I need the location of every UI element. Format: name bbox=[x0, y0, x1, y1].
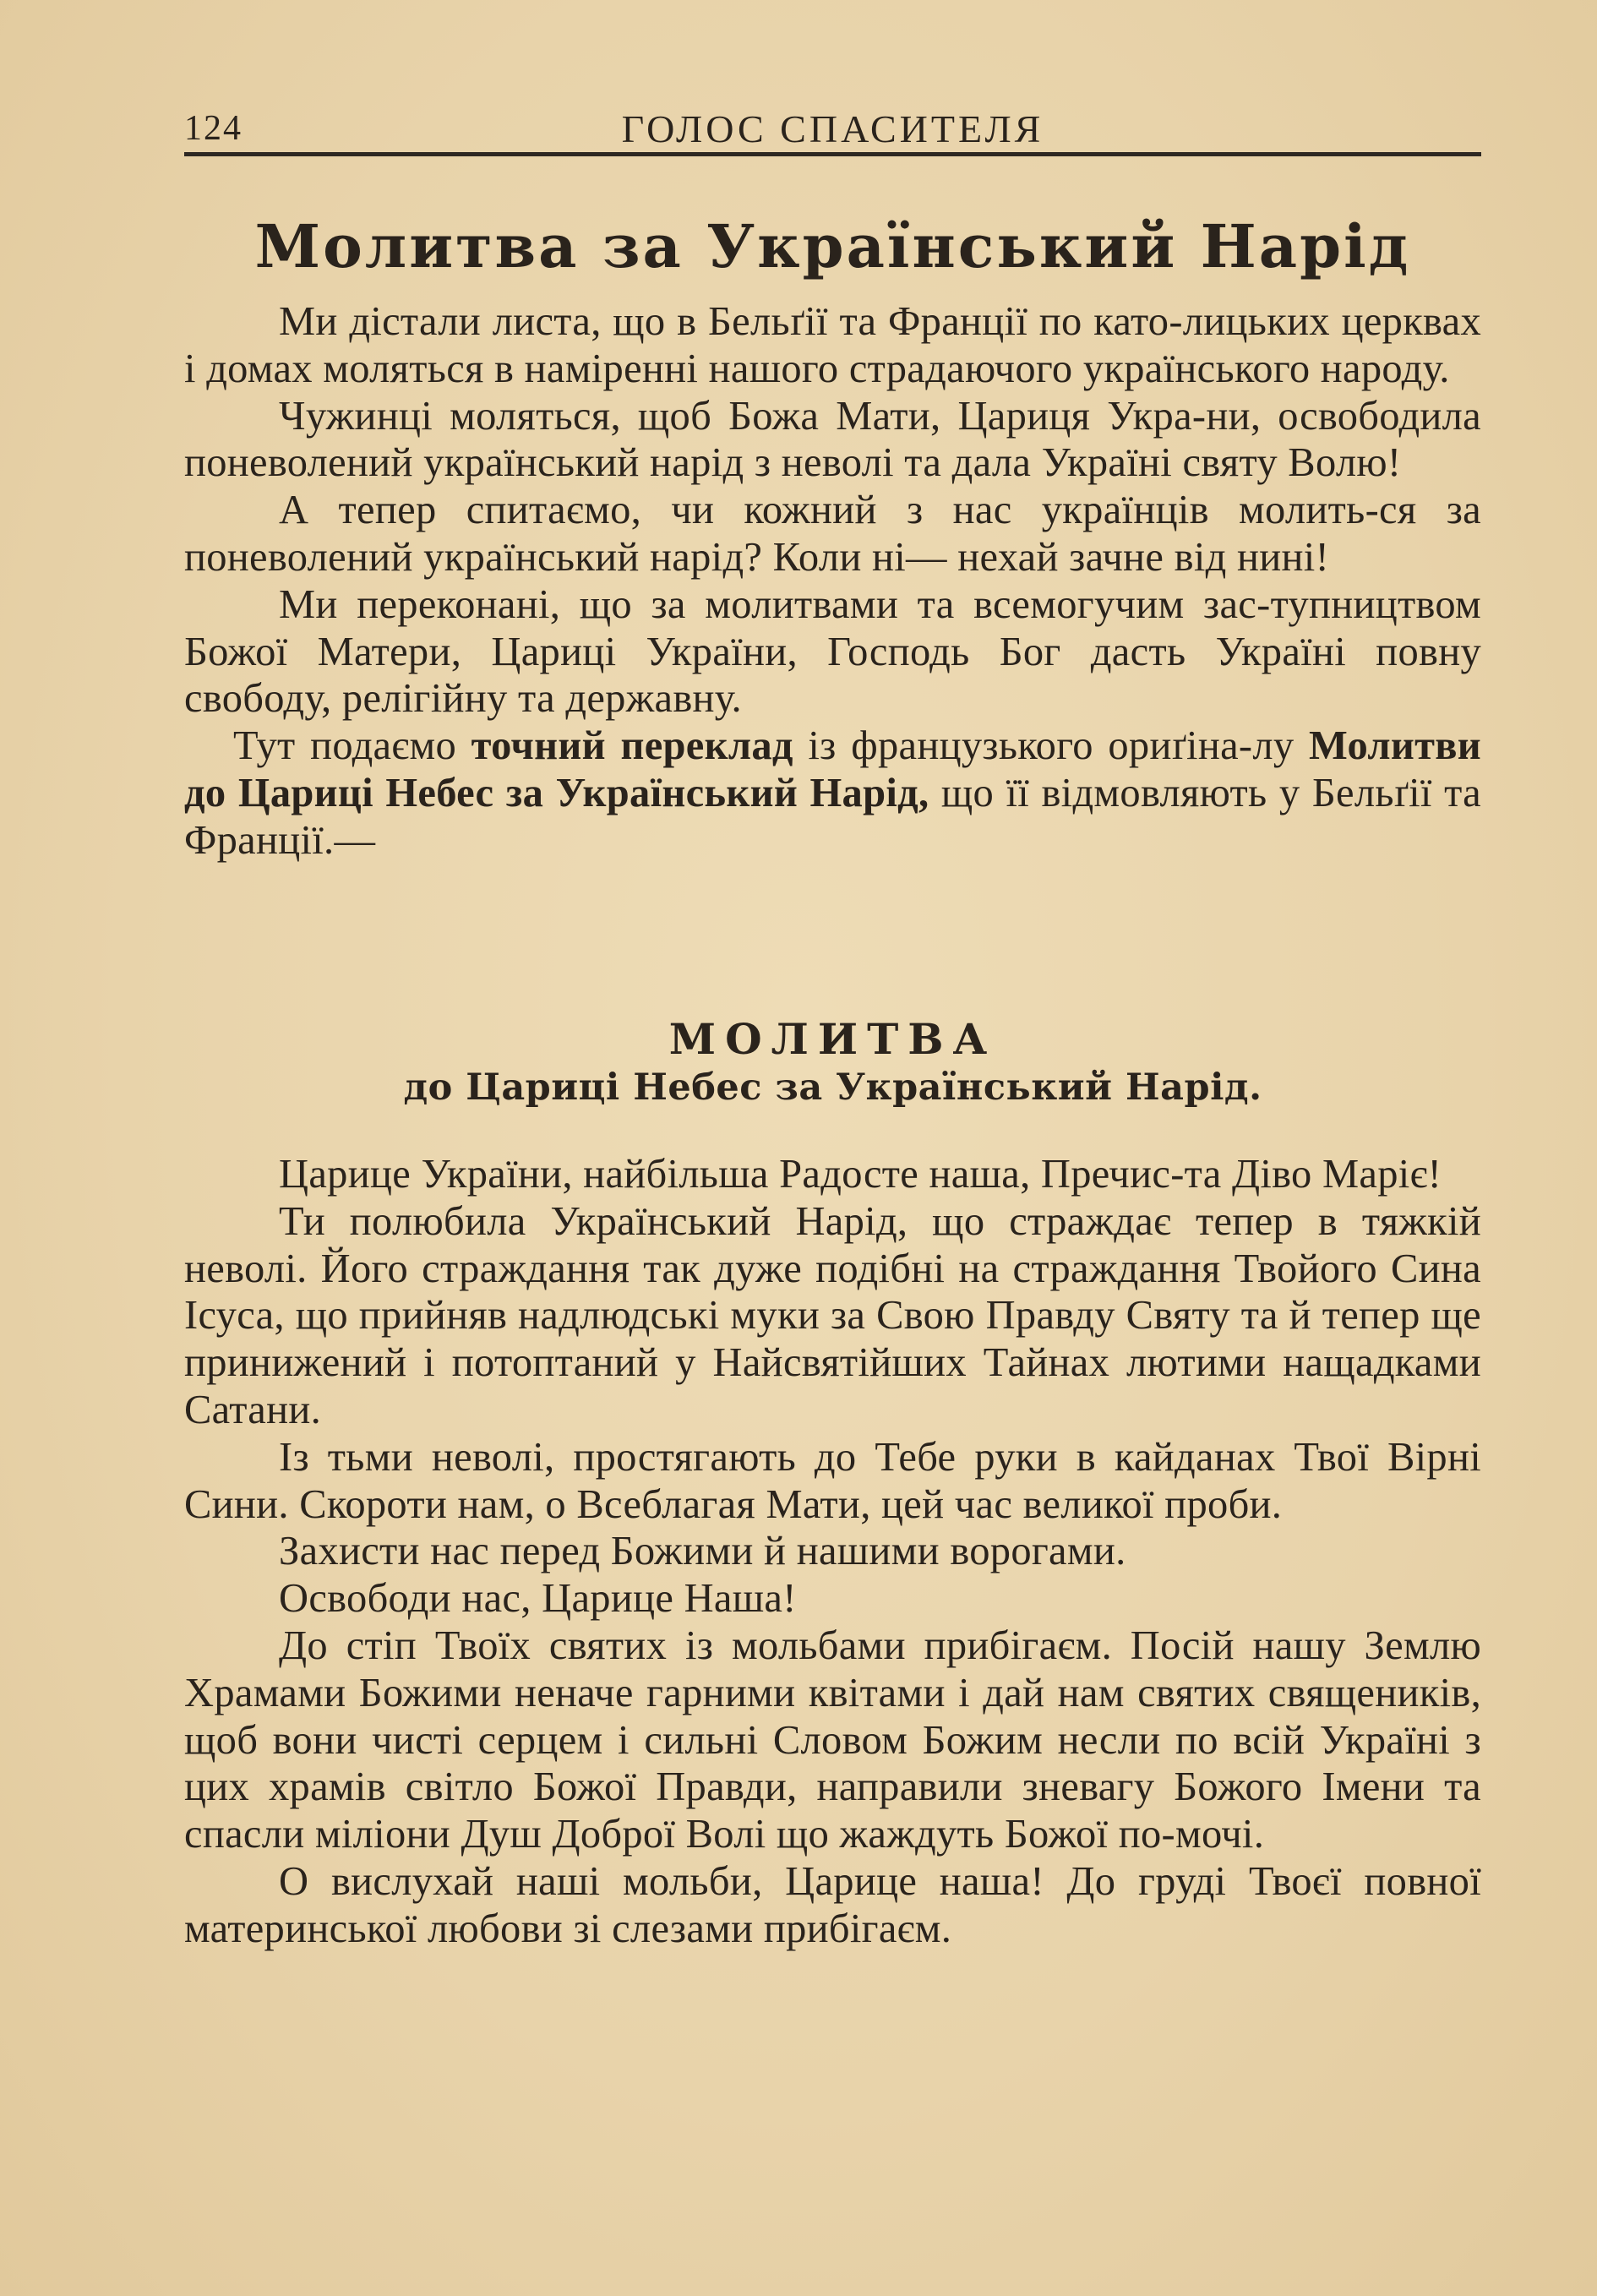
prayer-paragraph: О вислухай наші мольби, Царице наша! До груді Твоєї повної материнської любови зі слезами прибігаєм. bbox=[184, 1858, 1481, 1951]
bold-text: Молитви до Цариці Небес за Український Нарід, bbox=[184, 723, 1482, 815]
prayer-text bbox=[184, 1151, 1481, 1953]
text-run: що її відмовляють у Бельґії та Франції.— bbox=[184, 770, 1481, 863]
intro-paragraph: Ми переконані, що за молитвами та всемогучим зас-тупництвом Божої Матери, Цариці України, Господь Бог дасть Україні повну свободу, релігійну та державну. bbox=[184, 581, 1481, 722]
prayer-heading: МОЛИТВА bbox=[668, 1014, 997, 1064]
article-title: Молитва за Український Нарід bbox=[254, 211, 1411, 281]
prayer-paragraph: Освободи нас, Царице Наша! bbox=[279, 1576, 797, 1622]
prayer-paragraph: Захисти нас перед Божими й нашими ворогами. bbox=[279, 1529, 1126, 1574]
intro-paragraph-translation-note bbox=[184, 723, 1481, 864]
running-head: ГОЛОС СПАСИТЕЛЯ bbox=[621, 107, 1044, 150]
bold-text: точний переклад bbox=[471, 723, 793, 769]
text-run: Тут подаємо bbox=[233, 723, 471, 769]
text-run: із французького ориґіна-лу bbox=[793, 723, 1310, 769]
intro-paragraph: А тепер спитаємо, чи кожний з нас українців молить-ся за поневолений український нарід? Коли ні— нехай зачне від нині! bbox=[184, 488, 1481, 580]
prayer-paragraph: Із тьми неволі, простягають до Тебе руки в кайданах Твої Вірні Сини. Скороти нам, о Всеблагая Мати, цей час великої проби. bbox=[184, 1434, 1481, 1527]
page-number: 124 bbox=[184, 109, 243, 148]
page-header bbox=[184, 100, 1481, 156]
prayer-subheading: до Цариці Небес за Український Нарід. bbox=[403, 1066, 1262, 1109]
prayer-paragraph: До стіп Твоїх святих із мольбами прибігаєм. Посій нашу Землю Храмами Божими неначе гарними квітами і дай нам святих священиків, щоб вони чисті серцем і сильні Словом Божим несли по всій Україні з цих храмів світло Божої Правди, направили зневагу Божого Імени та спасли міліони Душ Доброї Волі що жаждуть Божої по-мочі. bbox=[184, 1622, 1481, 1857]
prayer-paragraph: Царице України, найбільша Радосте наша, Пречис-та Діво Маріє! bbox=[279, 1152, 1442, 1197]
intro-text bbox=[184, 298, 1481, 864]
intro-paragraph: Чужинці моляться, щоб Божа Мати, Цариця Укра-ни, освободила поневолений український нарід з неволі та дала Україні святу Волю! bbox=[184, 393, 1481, 486]
prayer-paragraph: Ти полюбила Український Нарід, що страждає тепер в тяжкій неволі. Його страждання так дуже подібні на страждання Твойого Сина Ісуса, що прийняв надлюдські муки за Свою Правду Святу та й тепер ще принижений і потоптаний у Найсвятійших Тайнах лютими нащадками Сатани. bbox=[184, 1198, 1481, 1432]
intro-paragraph: Ми дістали листа, що в Бельґії та Франції по като-лицьких церквах і домах моляться в наміренні нашого страдаючого українського народу. bbox=[184, 299, 1481, 391]
